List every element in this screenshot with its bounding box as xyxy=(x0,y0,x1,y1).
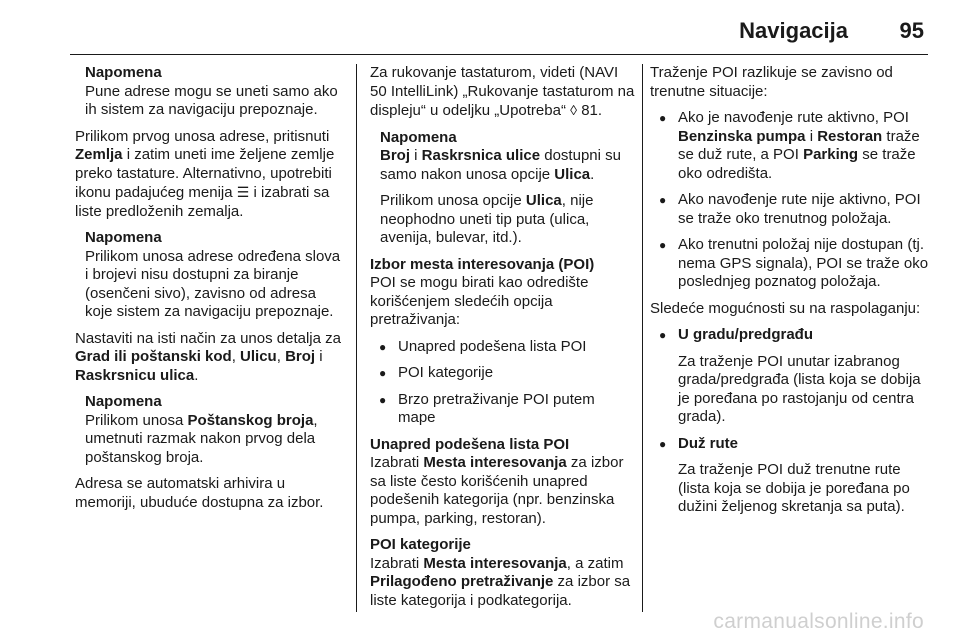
section-heading: Izbor mesta interesovanja (POI) xyxy=(370,255,595,273)
list-item: ● Unapred podešena lista POI xyxy=(370,338,635,357)
note-title: Napomena xyxy=(85,393,162,410)
option-title: U gradu/predgrađu xyxy=(678,326,814,343)
note-title: Napomena xyxy=(85,229,162,246)
list-item: ● POI kategorije xyxy=(370,364,635,383)
header-divider xyxy=(70,54,928,55)
section-poi-selection xyxy=(370,256,635,428)
list-item xyxy=(650,326,930,427)
paragraph-address-details: Nastaviti na isti način za unos detalja za Grad ili poštanski kod, Ulicu, Broj i Raskrsnicu ulica. xyxy=(75,329,341,384)
section-heading: Unapred podešena lista POI xyxy=(370,435,570,453)
list-item xyxy=(650,435,930,517)
note-full-addresses xyxy=(75,64,347,120)
note-title: Napomena xyxy=(85,64,162,81)
option-description: Za traženje POI unutar izabranog grada/predgrađa (lista koja se dobija je poređana po rastojanju od centra grada). xyxy=(678,352,921,425)
watermark: carmanualsonline.info xyxy=(713,610,924,633)
term-zemlja: Zemlja xyxy=(75,146,123,163)
note-text: Prilikom unosa adrese određena slova i brojevi nisu dostupni za biranje (osenčeni sivo), zavisno od adresa koje sistem za navigaciju prepoznaje. xyxy=(85,247,341,320)
note-text-2: Prilikom unosa opcije Ulica, nije neophodno uneti tip puta (ulica, avenija, bulevar, itd.). xyxy=(380,192,594,246)
search-situations-list xyxy=(650,109,930,292)
column-3 xyxy=(650,64,930,525)
poi-options-list xyxy=(370,338,635,428)
term-grad: Grad ili poštanski kod xyxy=(75,348,232,365)
note-text: Pune adrese mogu se uneti samo ako ih sistem za navigaciju prepoznaje. xyxy=(85,82,338,118)
option-title: Duž rute xyxy=(678,434,738,452)
section-text: Izabrati Mesta interesovanja, a zatim Prilagođeno pretraživanje za izbor sa liste kategorija i podkategorija. xyxy=(370,554,631,609)
section-poi-categories xyxy=(370,536,635,610)
paragraph-poi-search-intro: Traženje POI razlikuje se zavisno od trenutne situacije: xyxy=(650,64,893,100)
page-reference-icon: ◊ xyxy=(570,102,578,118)
note-letters-unavailable xyxy=(75,229,347,322)
section-preset-poi-list xyxy=(370,436,635,529)
column-1 xyxy=(75,64,347,520)
term-broj: Broj xyxy=(285,348,316,365)
section-text: POI se mogu birati kao odredište korišćenjem sledećih opcija pretraživanja: xyxy=(370,274,589,328)
menu-list-icon: ☰ xyxy=(236,184,250,200)
paragraph-country-entry: Prilikom prvog unosa adrese, pritisnuti Zemlja i zatim uneti ime željene zemlje preko tastature. Alternativno, upotrebiti ikonu padajućeg menija ☰ i izabrati sa liste predloženih zemalja. xyxy=(75,127,335,220)
note-title: Napomena xyxy=(380,128,457,146)
option-description: Za traženje POI duž trenutne rute (lista koja se dobija je poređana po dužini željenog skretanja sa puta). xyxy=(678,461,910,515)
term-raskrsnica: Raskrsnicu ulica xyxy=(75,366,195,384)
section-text: Izabrati Mesta interesovanja za izbor sa liste često korišćenih unapred podešenih kategorija (npr. benzinska pumpa, parking, restoran). xyxy=(370,454,624,527)
list-item: ● Ako trenutni položaj nije dostupan (tj. nema GPS signala), POI se traže oko poslednjeg poznatog položaja. xyxy=(650,236,930,292)
paragraph-keyboard-reference: Za rukovanje tastaturom, videti (NAVI 50 IntelliLink) „Rukovanje tastaturom na displeju“ u odeljku „Upotreba“ ◊ 81. xyxy=(370,64,635,119)
section-heading: POI kategorije xyxy=(370,536,471,553)
note-postal-code xyxy=(75,393,347,467)
column-2 xyxy=(370,64,635,618)
paragraph-options-intro: Sledeće mogućnosti su na raspolaganju: xyxy=(650,299,921,317)
list-item: ● Ako je navođenje rute aktivno, POI Benzinska pumpa i Restoran traže se duž rute, a POI Parking se traže oko odredišta. xyxy=(650,109,930,183)
note-text: Broj i Raskrsnica ulice dostupni su samo nakon unosa opcije Ulica. xyxy=(380,147,621,183)
column-divider-2 xyxy=(642,64,643,612)
list-item: ● Brzo pretraživanje POI putem mape xyxy=(370,391,635,428)
note-text: Prilikom unosa Poštanskog broja, umetnuti razmak nakon prvog dela poštanskog broja. xyxy=(85,411,318,466)
term-postanski-broj: Poštanskog broja xyxy=(187,411,314,429)
paragraph-archive: Adresa se automatski arhivira u memoriji, ubuduće dostupna za izbor. xyxy=(75,475,324,511)
page-number: 95 xyxy=(899,18,924,43)
list-item: ● Ako navođenje rute nije aktivno, POI se traže oko trenutnog položaja. xyxy=(650,191,930,228)
term-ulica: Ulicu xyxy=(240,348,277,365)
search-options-list xyxy=(650,326,930,517)
section-title: Navigacija xyxy=(739,18,848,43)
note-number-intersection xyxy=(370,129,635,248)
column-divider-1 xyxy=(356,64,357,612)
